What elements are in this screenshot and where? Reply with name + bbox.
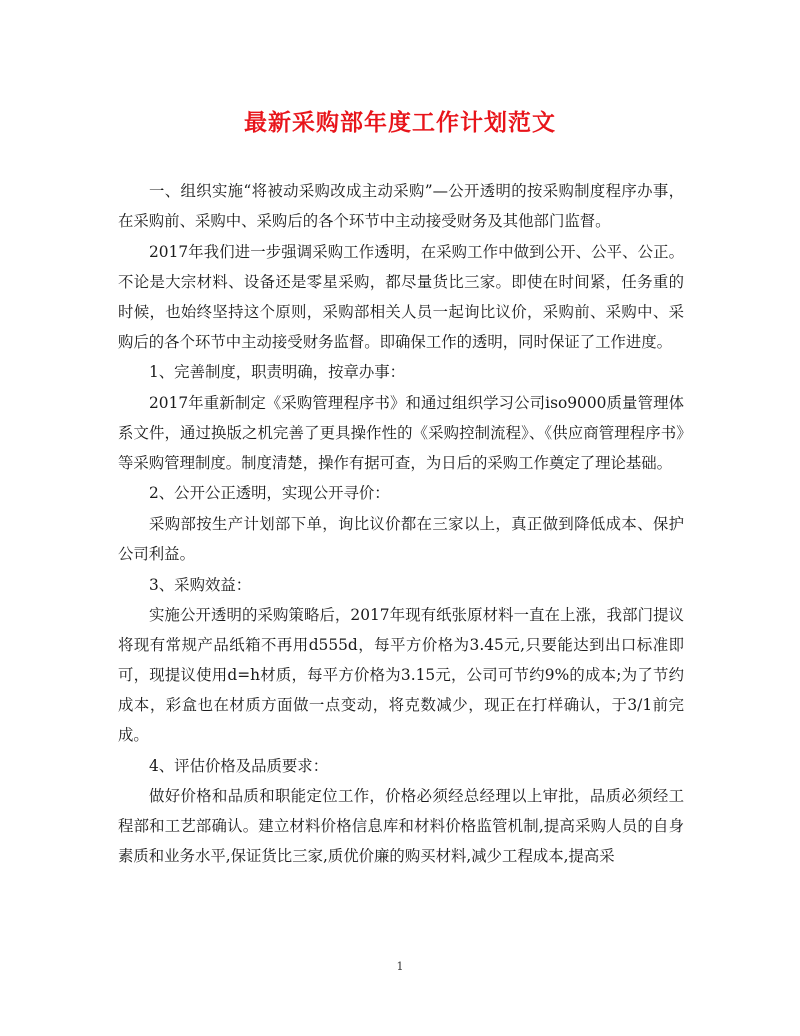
section-heading: 4、评估价格及品质要求： <box>149 756 329 775</box>
paragraph: 做好价格和品质和职能定位工作，价格必须经总经理以上审批，品质必须经工程部和工艺部确认。建立材料价格信息库和材料价格监管机制,提高采购人员的自身素质和业务水平,保证货比三家,质优价廉的购买材料,减少工程成本,提高采 <box>118 787 684 866</box>
document-title: 最新采购部年度工作计划范文 <box>244 109 556 136</box>
paragraph: 2017年我们进一步强调采购工作透明，在采购工作中做到公开、公平、公正。不论是大宗材料、设备还是零星采购，都尽量货比三家。即使在时间紧，任务重的时候，也始终坚持这个原则，采购部相关人员一起询比议价，采购前、采购中、采购后的各个环节中主动接受财务监督。即确保工作的透明，同时保证了工作进度。 <box>118 242 684 351</box>
paragraph: 2017年重新制定《采购管理程序书》和通过组织学习公司iso9000质量管理体系文件，通过换版之机完善了更具操作性的《采购控制流程》、《供应商管理程序书》等采购管理制度。制度清楚，操作有据可查，为日后的采购工作奠定了理论基础。 <box>118 393 684 472</box>
paragraph: 实施公开透明的采购策略后，2017年现有纸张原材料一直在上涨，我部门提议将现有常规产品纸箱不再用d555d，每平方价格为3.45元,只要能达到出口标准即可，现提议使用d=h材质，每平方价格为3.15元，公司可节约9%的成本;为了节约成本，彩盒也在材质方面做一点变动，将克数减少，现正在打样确认，于3/1前完成。 <box>118 606 684 745</box>
section-heading: 3、采购效益： <box>149 575 252 594</box>
document-body <box>118 176 684 872</box>
paragraph: 采购部按生产计划部下单，询比议价都在三家以上，真正做到降低成本、保护公司利益。 <box>118 514 684 563</box>
paragraph: 一、组织实施“将被动采购改成主动采购”—公开透明的按采购制度程序办事，在采购前、采购中、采购后的各个环节中主动接受财务及其他部门监督。 <box>118 182 684 230</box>
section-heading: 2、公开公正透明，实现公开寻价： <box>149 484 390 503</box>
page-number: 1 <box>396 960 404 973</box>
section-heading: 1、完善制度，职责明确，按章办事： <box>149 363 406 382</box>
